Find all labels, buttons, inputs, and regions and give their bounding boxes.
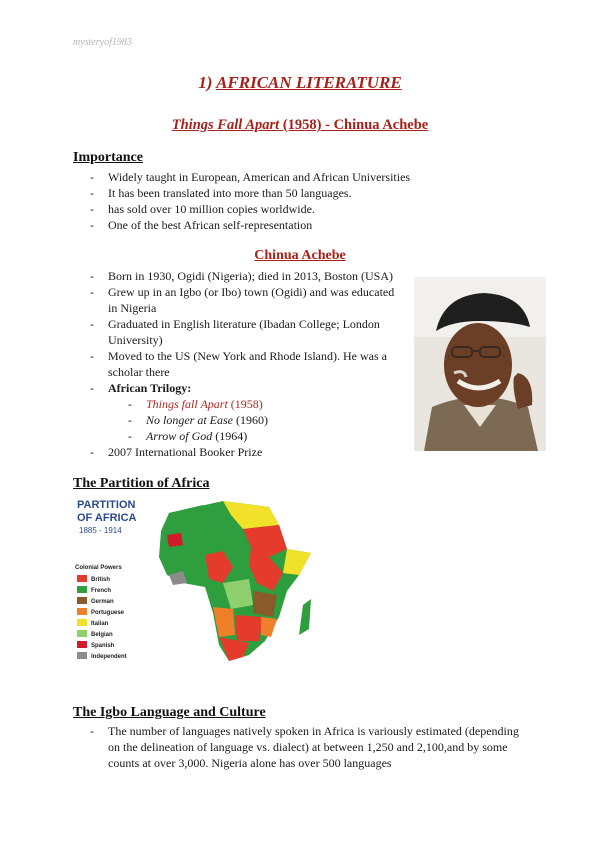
legend-label: German	[91, 599, 114, 605]
legend-swatch	[77, 575, 87, 582]
igbo-list	[90, 723, 530, 771]
book-title: Things Fall Apart	[171, 117, 280, 133]
list-item: - has sold over 10 million copies worldwide.	[90, 201, 530, 217]
legend-label: British	[91, 577, 111, 583]
partition-map	[73, 495, 345, 667]
legend-label: Portuguese	[91, 610, 125, 616]
list-item	[90, 380, 402, 444]
list-item: - Moved to the US (New York and Rhode Island). He was a scholar there	[90, 348, 402, 380]
trilogy-list	[108, 396, 402, 444]
book-heading	[0, 117, 600, 134]
legend-label: French	[91, 588, 112, 594]
legend-title: Colonial Powers	[75, 565, 122, 571]
trilogy-label: African Trilogy:	[108, 381, 192, 395]
achebe-heading: Chinua Achebe	[254, 248, 346, 263]
list-item: - It has been translated into more than 50 languages.	[90, 185, 530, 201]
legend-swatch	[77, 619, 87, 626]
trilogy-title: Arrow of God	[146, 429, 213, 443]
list-item: - Graduated in English literature (Ibadan College; London University)	[90, 316, 402, 348]
watermark: mysteryof1983	[73, 37, 132, 48]
legend-swatch	[77, 608, 87, 615]
list-item	[128, 396, 402, 412]
importance-list	[90, 169, 530, 233]
map-title-1: PARTITION	[77, 499, 136, 511]
list-item	[128, 412, 402, 428]
list-item: - Grew up in an Igbo (or Ibo) town (Ogidi) and was educated in Nigeria	[90, 284, 402, 316]
achebe-portrait	[414, 277, 546, 451]
trilogy-year: (1964)	[212, 429, 248, 443]
map-years: 1885 - 1914	[79, 526, 122, 535]
legend-label: Italian	[91, 621, 109, 627]
list-item: - 2007 International Booker Prize	[90, 444, 402, 460]
page-title	[0, 73, 600, 93]
trilogy-year: (1960)	[233, 413, 268, 427]
page-title-text: AFRICAN LITERATURE	[216, 73, 402, 92]
legend-swatch	[77, 652, 87, 659]
legend-swatch	[77, 630, 87, 637]
legend-swatch	[77, 597, 87, 604]
page-title-number: 1)	[198, 73, 217, 92]
importance-heading: Importance	[73, 150, 143, 165]
legend-label: Belgian	[91, 632, 113, 638]
legend-label: Independent	[91, 654, 127, 660]
legend-swatch	[77, 586, 87, 593]
list-item	[128, 428, 402, 444]
igbo-heading: The Igbo Language and Culture	[73, 705, 266, 720]
trilogy-title: No longer at Ease	[146, 413, 233, 427]
map-title-2: OF AFRICA	[77, 512, 137, 524]
book-title-rest: (1958) - Chinua Achebe	[279, 117, 429, 133]
list-item: - Born in 1930, Ogidi (Nigeria); died in 2013, Boston (USA)	[90, 268, 402, 284]
list-item: - The number of languages natively spoken in Africa is variously estimated (depending on the delineation of language vs. dialect) at between 1,250 and 2,100,and by some counts at over 3,000. Nigeria alone has over 500 languages	[90, 723, 530, 771]
partition-heading: The Partition of Africa	[73, 476, 210, 491]
list-item: - One of the best African self-representation	[90, 217, 530, 233]
achebe-list	[90, 268, 402, 460]
legend-swatch	[77, 641, 87, 648]
trilogy-year: (1958)	[227, 397, 263, 411]
list-item: - Widely taught in European, American and African Universities	[90, 169, 530, 185]
legend-label: Spanish	[91, 643, 115, 649]
trilogy-title: Things fall Apart	[146, 397, 228, 411]
